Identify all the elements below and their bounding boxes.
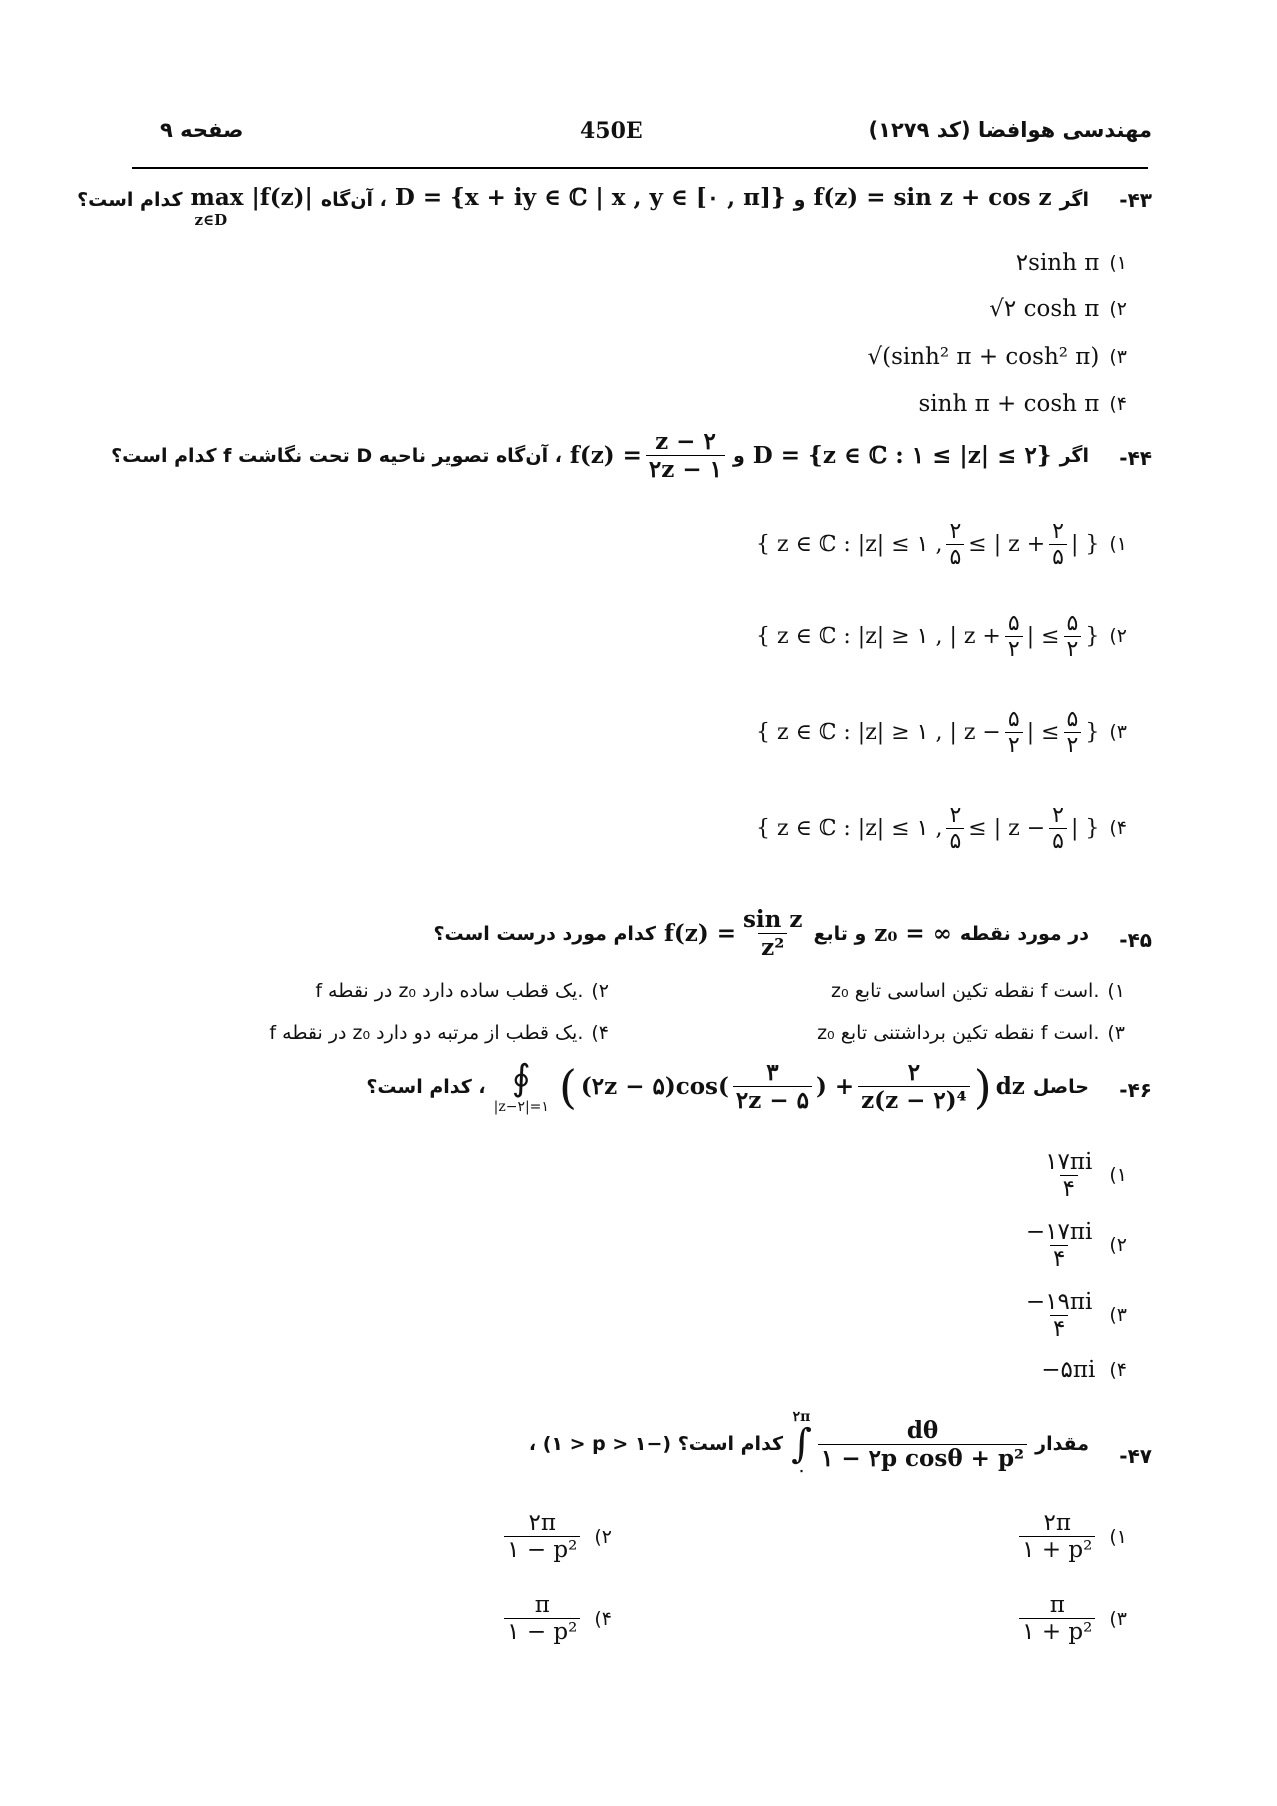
fraction-numerator: ۵: [1007, 706, 1020, 732]
option[interactable]: [927, 1280, 1127, 1350]
question-47-option-4[interactable]: [504, 1592, 612, 1645]
stem-text: اگر: [1059, 189, 1089, 211]
option-math: −۵πi: [1041, 1357, 1096, 1383]
question-43: [1119, 188, 1152, 212]
stem-text: ، (۱ > p > ۱−) کدام است؟: [528, 1433, 784, 1455]
option-fraction: [504, 1592, 580, 1645]
option-fraction: [504, 1510, 580, 1563]
option[interactable]: [927, 1350, 1127, 1390]
fraction-denominator: ۲: [1064, 732, 1082, 758]
fraction: [740, 906, 805, 961]
set-part: | ≤: [1026, 719, 1060, 745]
set-part: ≤ | z −: [968, 815, 1046, 841]
question-47-stem: [529, 1410, 1089, 1478]
fraction-numerator: ۲: [1052, 802, 1064, 828]
stem-math: D = {x + iy ∈ ℂ | x , y ∈ [۰ , π]}: [394, 184, 786, 211]
exam-title: مهندسی هوافضا (کد ۱۲۷۹): [868, 118, 1152, 142]
option[interactable]: [927, 1210, 1127, 1280]
question-47: [1119, 1444, 1152, 1468]
option-fraction: [1042, 1149, 1095, 1202]
option[interactable]: [627, 588, 1127, 684]
question-44-options: [627, 500, 1127, 876]
max-subscript: z∈D: [194, 211, 228, 229]
option[interactable]: [827, 332, 1127, 382]
fraction-denominator: ۲z − ۱: [646, 455, 725, 483]
fraction-denominator: z²: [758, 933, 787, 961]
option[interactable]: [627, 780, 1127, 876]
fraction-denominator: ۴: [1050, 1245, 1068, 1272]
option[interactable]: [627, 684, 1127, 780]
option-number: (۳: [1109, 1607, 1127, 1630]
question-46-options: [927, 1140, 1127, 1390]
stem-text: و: [732, 444, 745, 467]
set-part: | ≤: [1026, 623, 1060, 649]
fraction-numerator: π: [1049, 1592, 1065, 1618]
integral-lower-limit: ۰: [797, 1463, 806, 1479]
option-number: (۲: [1109, 298, 1127, 320]
stem-text: و: [793, 189, 806, 211]
option-math: [756, 519, 1099, 570]
stem-math: max |f(z)|: [190, 184, 313, 211]
fraction: [946, 803, 964, 854]
integrand-part: ) +: [815, 1073, 855, 1100]
question-number: -۴۳: [1119, 188, 1152, 212]
stem-text: حاصل: [1032, 1075, 1089, 1098]
option-text: f در نقطه z₀ یک قطب ساده دارد.: [315, 980, 584, 1002]
question-number: -۴۴: [1119, 446, 1152, 470]
fraction-numerator: −۱۷πi: [1025, 1218, 1093, 1245]
integral-expression: [494, 1058, 1025, 1115]
question-45-option-2[interactable]: [189, 980, 609, 1002]
fraction: [946, 519, 964, 570]
question-number: -۴۷: [1119, 1444, 1152, 1468]
integrand-part: (۲z − ۵)cos(: [580, 1073, 729, 1100]
option-math: √۲ cosh π: [989, 296, 1100, 322]
option-fraction: [1019, 1592, 1095, 1645]
fraction-denominator: ۴: [1060, 1175, 1078, 1202]
fraction-denominator: ۵: [1049, 544, 1067, 570]
integral-sign: ∮: [511, 1058, 531, 1099]
option-number: (۲: [1109, 1234, 1127, 1256]
fraction-numerator: ۲: [949, 518, 962, 544]
fraction: [1064, 611, 1082, 662]
question-45: [1119, 928, 1152, 952]
option-text: z₀ نقطه تکین برداشتنی تابع f است.: [817, 1022, 1100, 1044]
question-46-stem: [366, 1058, 1089, 1115]
fraction-lhs: f(z) =: [663, 920, 736, 947]
paren-left: (: [558, 1059, 577, 1114]
fraction-numerator: dθ: [906, 1416, 939, 1444]
stem-text: ، آن‌گاه تصویر ناحیه D تحت نگاشت f کدام است؟: [111, 444, 562, 467]
option-fraction: [1019, 1510, 1095, 1563]
fraction-denominator: ۲: [1005, 732, 1023, 758]
option-math: ۲sinh π: [1015, 250, 1100, 276]
stem-math: z₀ = ∞: [874, 920, 952, 947]
fraction-numerator: ۱۷πi: [1045, 1148, 1093, 1175]
set-part: }: [1085, 623, 1100, 649]
fraction: [858, 1059, 970, 1114]
option-number: (۳: [1109, 346, 1127, 368]
fraction-numerator: ۵: [1007, 610, 1020, 636]
fraction-denominator: ۲z − ۵: [733, 1086, 812, 1114]
fraction: [1049, 519, 1067, 570]
option-text: f در نقطه z₀ یک قطب از مرتبه دو دارد.: [269, 1022, 584, 1044]
question-43-options: [827, 240, 1127, 426]
option-number: (۳: [1107, 1022, 1125, 1044]
option-number: (۱: [1109, 1164, 1127, 1186]
option-number: (۱: [1109, 252, 1127, 274]
option[interactable]: [827, 240, 1127, 286]
option[interactable]: [827, 286, 1127, 332]
question-47-option-1[interactable]: [1019, 1510, 1127, 1563]
option-number: (۱: [1109, 533, 1127, 555]
fraction-denominator: ۱ − ۲p cosθ + p²: [818, 1444, 1027, 1472]
question-44-stem: [111, 428, 1089, 483]
fraction: [733, 1059, 812, 1114]
stem-text: در مورد نقطه: [959, 922, 1089, 945]
set-part: { z ∈ ℂ : |z| ≥ ۱ , | z −: [756, 719, 1001, 745]
option-math: sinh π + cosh π: [918, 391, 1100, 417]
option-number: (۴: [591, 1022, 609, 1044]
question-47-option-3[interactable]: [1019, 1592, 1127, 1645]
integral-expression: [791, 1410, 1027, 1478]
fraction-denominator: ۱ − p²: [504, 1618, 580, 1645]
integral-upper-limit: ۲π: [792, 1409, 811, 1425]
differential: dz: [995, 1073, 1025, 1100]
set-part: { z ∈ ℂ : |z| ≤ ۱ ,: [756, 531, 943, 557]
option-number: (۴: [594, 1607, 612, 1630]
option-number: (۱: [1107, 980, 1125, 1002]
exam-code: 450E: [580, 118, 643, 144]
paren-right: ): [973, 1059, 992, 1114]
fraction-numerator: ۲π: [528, 1510, 557, 1536]
fraction: [1005, 611, 1023, 662]
stem-text: ، آن‌گاه: [320, 189, 387, 211]
option-number: (۲: [1109, 625, 1127, 647]
stem-text: مقدار: [1035, 1433, 1089, 1455]
fraction: [1005, 707, 1023, 758]
stem-text: و تابع: [813, 922, 867, 945]
fraction-numerator: sin z: [742, 906, 803, 933]
fraction: [1064, 707, 1082, 758]
fraction: [818, 1417, 1027, 1472]
fraction-denominator: ۱ − p²: [504, 1536, 580, 1563]
fraction-numerator: ۲π: [1043, 1510, 1072, 1536]
stem-text: کدام مورد درست است؟: [433, 922, 656, 945]
option-number: (۴: [1109, 817, 1127, 839]
fraction-lhs: f(z) =: [569, 442, 642, 469]
fraction-denominator: ۲: [1064, 636, 1082, 662]
question-45-option-1[interactable]: [665, 980, 1125, 1002]
fraction-numerator: ۲: [1052, 518, 1064, 544]
fraction-denominator: ۱ + p²: [1019, 1618, 1095, 1645]
contour-integral: [494, 1058, 549, 1115]
stem-text: اگر: [1059, 444, 1089, 467]
stem-text: ، کدام است؟: [366, 1075, 486, 1098]
option-math: [756, 803, 1099, 854]
option-number: (۲: [594, 1525, 612, 1548]
option-fraction: [1023, 1219, 1095, 1272]
set-part: ≤ | z +: [968, 531, 1046, 557]
option-math: [756, 611, 1099, 662]
fraction-numerator: ۲: [907, 1059, 921, 1086]
definite-integral: [791, 1410, 812, 1478]
fraction-numerator: ۲: [949, 802, 962, 828]
header-rule: [132, 167, 1148, 169]
option-number: (۱: [1109, 1525, 1127, 1548]
fraction-denominator: ۵: [1049, 828, 1067, 854]
question-47-option-2[interactable]: [504, 1510, 612, 1563]
set-part: { z ∈ ℂ : |z| ≥ ۱ , | z +: [756, 623, 1001, 649]
question-45-option-3[interactable]: [665, 1022, 1125, 1044]
fraction: [646, 428, 725, 483]
option-number: (۲: [591, 980, 609, 1002]
fraction-denominator: ۴: [1050, 1315, 1068, 1342]
stem-math: f(z) = sin z + cos z: [813, 184, 1052, 211]
max-expression: [191, 184, 313, 229]
fraction-numerator: −۱۹πi: [1025, 1288, 1093, 1315]
option[interactable]: [927, 1140, 1127, 1210]
stem-math: [664, 906, 805, 961]
option-math: √(sinh² π + cosh² π): [867, 344, 1100, 370]
set-part: | }: [1070, 815, 1100, 841]
option-fraction: [1023, 1289, 1095, 1342]
fraction-numerator: π: [534, 1592, 550, 1618]
fraction-denominator: ۱ + p²: [1019, 1536, 1095, 1563]
option-text: z₀ نقطه تکین اساسی تابع f است.: [831, 980, 1100, 1002]
page-number: صفحه ۹: [160, 118, 244, 142]
fraction-numerator: ۵: [1066, 706, 1079, 732]
option-number: (۴: [1109, 393, 1127, 415]
option[interactable]: [627, 500, 1127, 588]
set-part: }: [1085, 719, 1100, 745]
set-part: | }: [1070, 531, 1100, 557]
set-part: { z ∈ ℂ : |z| ≤ ۱ ,: [756, 815, 943, 841]
fraction-denominator: ۲: [1005, 636, 1023, 662]
option[interactable]: [827, 382, 1127, 426]
fraction-denominator: z(z − ۲)⁴: [858, 1086, 970, 1114]
fraction-denominator: ۵: [946, 828, 964, 854]
integral-contour: |z−۲|=۱: [493, 1099, 549, 1115]
question-46: [1119, 1078, 1152, 1102]
fraction-numerator: z − ۲: [655, 428, 716, 455]
stem-text: کدام است؟: [77, 189, 183, 211]
option-number: (۳: [1109, 721, 1127, 743]
question-44: [1119, 446, 1152, 470]
option-number: (۳: [1109, 1304, 1127, 1326]
fraction-numerator: ۵: [1066, 610, 1079, 636]
fraction-denominator: ۵: [946, 544, 964, 570]
option-math: [756, 707, 1099, 758]
question-number: -۴۶: [1119, 1078, 1152, 1102]
question-43-stem: [77, 184, 1089, 229]
fraction: [1049, 803, 1067, 854]
integral-sign: ∫: [791, 1421, 812, 1467]
option-number: (۴: [1109, 1359, 1127, 1381]
question-number: -۴۵: [1119, 928, 1152, 952]
question-45-stem: [433, 906, 1089, 961]
fraction-numerator: ۳: [766, 1059, 779, 1086]
stem-math: [570, 428, 725, 483]
stem-math: D = {z ∈ ℂ : ۱ ≤ |z| ≤ ۲}: [752, 442, 1052, 469]
question-45-option-4[interactable]: [159, 1022, 609, 1044]
